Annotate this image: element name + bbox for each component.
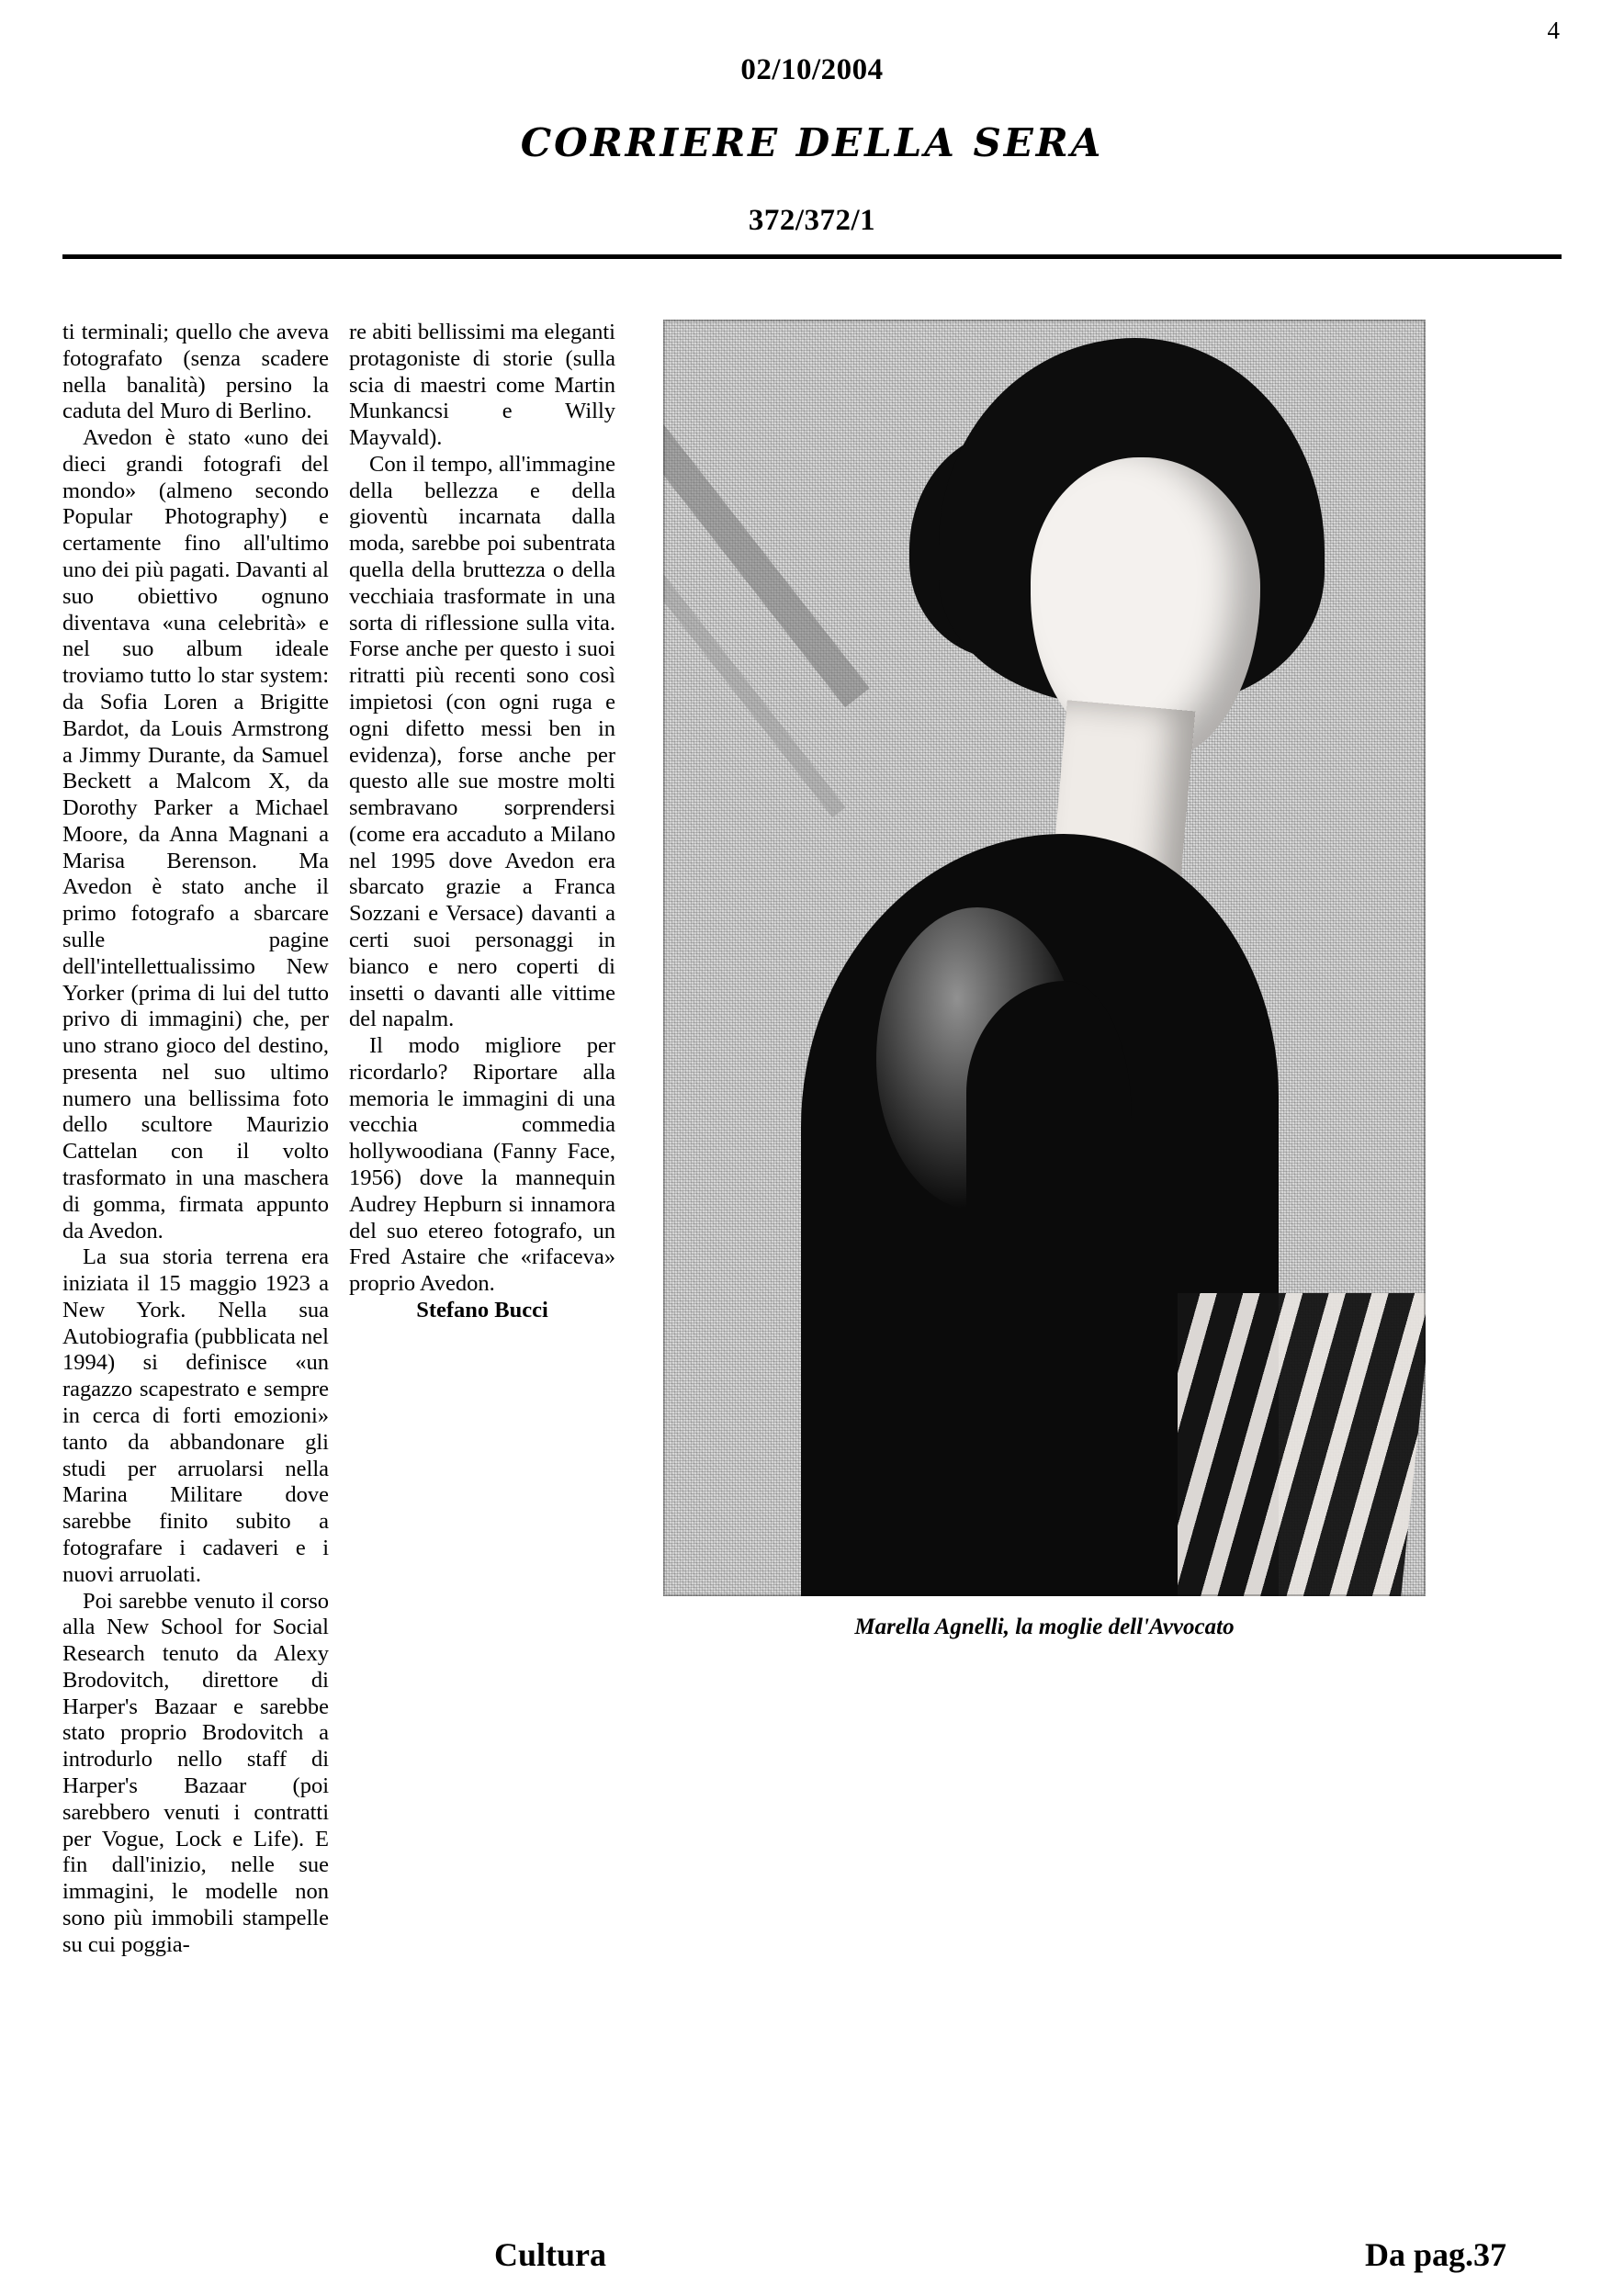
footer-continuation: Da pag.37	[1364, 2236, 1506, 2273]
page-footer	[62, 2235, 1562, 2274]
clipping-reference: 372/372/1	[748, 204, 876, 237]
publication-date: 02/10/2004	[740, 53, 884, 86]
article-body	[62, 320, 1562, 2195]
footer-section-label: Cultura	[494, 2236, 607, 2273]
photo-border	[663, 320, 1426, 1596]
paragraph: ti terminali; quello che aveva fotografato (senza scadere nella banalità) persino la caduta del Muro di Berlino.	[62, 320, 329, 424]
photo-block	[663, 320, 1426, 1640]
page-header	[37, 0, 1587, 238]
masthead-title: CORRIERE DELLA SERA	[520, 120, 1104, 165]
paragraph: re abiti bellissimi ma eleganti protagoniste di storie (sulla scia di maestri come Martin Munkancsi e Willy Mayvald).	[349, 320, 615, 451]
paragraph: Avedon è stato «uno dei dieci grandi fotografi del mondo» (almeno secondo Popular Photography) e certamente fino all'ultimo uno dei più pagati. Davanti al suo obiettivo ognuno diventava «una celebrità» e nel suo album ideale troviamo tutto lo star system: da Sofia Loren a Brigitte Bardot, da Louis Armstrong a Jimmy Durante, da Samuel Beckett a Malcom X, da Dorothy Parker a Michael Moore, da Anna Magnani a Marisa Berenson. Ma Avedon è stato anche il primo fotografo a sbarcare sulle pagine dell'intellettualissimo New Yorker (prima di lui del tutto privo di immagini) che, per uno strano gioco del destino, presenta nel suo ultimo numero una bellissima foto dello scultore Maurizio Cattelan con il volto trasformato in una maschera di gomma, firmata appunto da Avedon.	[62, 425, 329, 1244]
text-column-1	[62, 320, 329, 1958]
paragraph: Poi sarebbe venuto il corso alla New School for Social Research tenuto da Alexy Brodovitch, direttore di Harper's Bazaar e sarebbe stato proprio Brodovitch a introdurlo nello staff di Harper's Bazaar (poi sarebbero venuti i contratti per Vogue, Lock e Life). E fin dall'inizio, nelle sue immagini, le modelle non sono più immobili stampelle su cui poggia-	[62, 1588, 329, 1957]
article-byline: Stefano Bucci	[416, 1297, 548, 1322]
page-number: 4	[1547, 17, 1560, 44]
paragraph: La sua storia terrena era iniziata il 15 maggio 1923 a New York. Nella sua Autobiografia (pubblicata nel 1994) si definisce «un ragazzo scapestrato e sempre in cerca di forti emozioni» tanto da abbandonare gli studi per arruolarsi nella Marina Militare dove sarebbe finito subito a fotografare i cadaveri e i nuovi arruolati.	[62, 1244, 329, 1587]
column-layout	[62, 320, 1562, 1958]
paragraph: Il modo migliore per ricordarlo? Riportare alla memoria le immagini di una vecchia commedia hollywoodiana (Fanny Face, 1956) dove la mannequin Audrey Hepburn si innamora del suo etereo fotografo, un Fred Astaire che «rifaceva» proprio Avedon.	[349, 1033, 615, 1297]
paragraph: Con il tempo, all'immagine della bellezza e della gioventù incarnata dalla moda, sarebbe poi subentrata quella della bruttezza o della vecchiaia trasformate in una sorta di riflessione sulla vita. Forse anche per questo i suoi ritratti più recenti sono così impietosi (con ogni ruga e ogni difetto messi ben in evidenza), forse anche per questo alle sue mostre molti sembravano sorprendersi (come era accaduto a Milano nel 1995 dove Avedon era sbarcato grazie a Franca Sozzani e Versace) davanti a certi suoi personaggi in bianco e nero coperti di insetti o davanti alle vittime del napalm.	[349, 451, 615, 1032]
portrait-photo	[663, 320, 1426, 1596]
header-divider	[62, 254, 1562, 259]
text-column-2	[349, 320, 615, 1324]
photo-caption: Marella Agnelli, la moglie dell'Avvocato	[854, 1615, 1235, 1639]
